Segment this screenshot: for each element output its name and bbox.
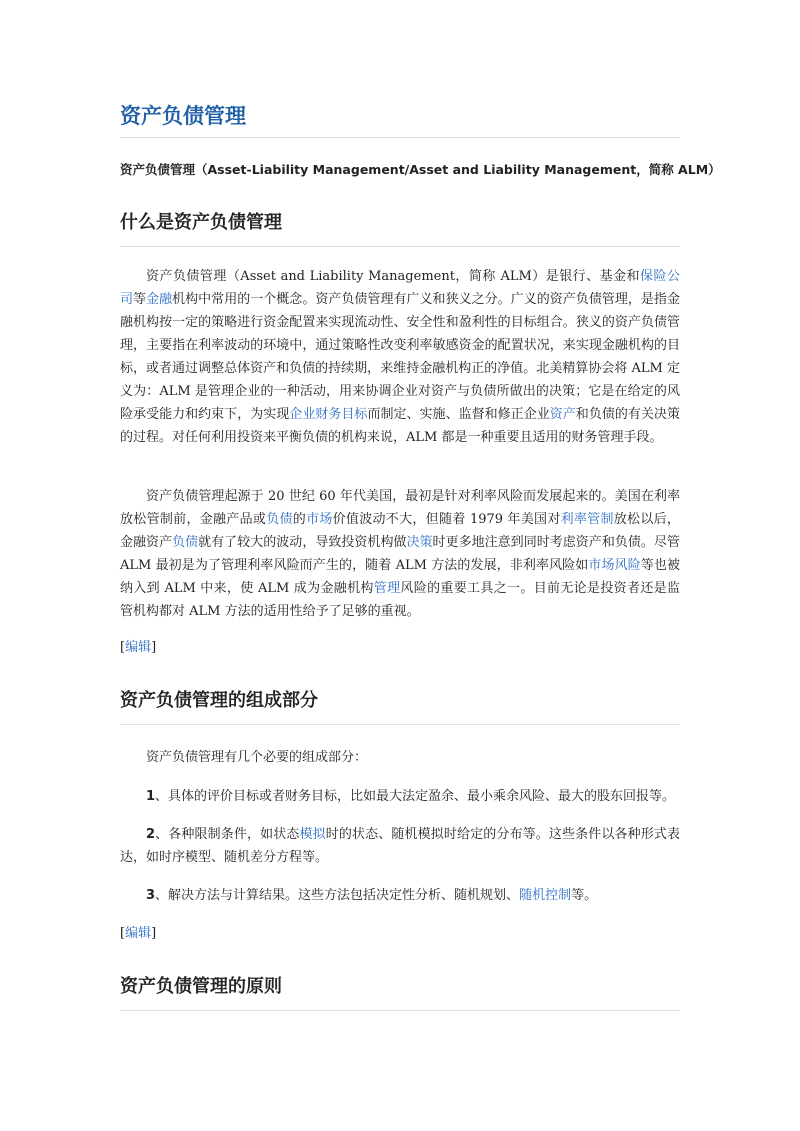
section-heading-what-is: 什么是资产负债管理 (120, 212, 282, 233)
link-insurance-company[interactable]: 保险公司 (120, 269, 680, 307)
link-assets[interactable]: 资产 (549, 407, 576, 422)
title-divider (120, 137, 680, 138)
section-heading-components: 资产负债管理的组成部分 (120, 690, 318, 711)
link-decision[interactable]: 决策 (406, 535, 433, 550)
link-market-risk[interactable]: 市场风险 (588, 558, 641, 573)
list-item: 2、各种限制条件，如状态模拟时的状态、随机模拟时给定的分布等。这些条件以各种形式表达，如时序模型、随机差分方程等。 (120, 827, 680, 865)
edit-section-1: [编辑] (120, 640, 157, 655)
page-title: 资产负债管理 (120, 104, 246, 128)
link-liabilities[interactable]: 负债 (266, 512, 293, 527)
section-heading-principles: 资产负债管理的原则 (120, 976, 282, 997)
section-divider (120, 1010, 680, 1011)
link-market[interactable]: 市场 (306, 512, 333, 527)
link-management[interactable]: 管理 (373, 581, 401, 596)
section-divider (120, 724, 680, 725)
definition-paragraph: 资产负债管理（Asset and Liability Management，简称 ALM）是银行、基金和保险公司等金融机构中常用的一个概念。资产负债管理有广义和狭义之分。广义的资产负债管理，是指金融机构按一定的策略进行资金配置来实现流动性、安全性和盈利性的目标组合。狭义的资产负债管理，主要指在利率波动的环境中，通过策略性改变利率敏感资金的配置状况，来实现金融机构的目标，或者通过调整总体资产和负债的持续期，来维持金融机构正的净值。北美精算协会将 ALM 定义为：ALM 是管理企业的一种活动，用来协调企业对资产与负债所做出的决策；它是在给定的风险承受能力和约束下，为实现企业财务目标而制定、实施、监督和修正企业资产和负债的有关决策的过程。对任何利用投资来平衡负债的机构来说，ALM 都是一种重要且适用的财务管理手段。 (120, 269, 680, 445)
components-intro: 资产负债管理有几个必要的组成部分： (146, 750, 368, 765)
link-liabilities-2[interactable]: 负债 (172, 535, 199, 550)
section-divider (120, 246, 680, 247)
link-corporate-financial-goals[interactable]: 企业财务目标 (289, 407, 368, 422)
history-paragraph: 资产负债管理起源于 20 世纪 60 年代美国，最初是针对利率风险而发展起来的。美国在利率放松管制前，金融产品或负债的市场价值波动不大，但随着 1979 年美国对利率管制放松以后，金融资产负债就有了较大的波动，导致投资机构做决策时更多地注意到同时考虑资产和负债。尽管 ALM 最初是为了管理利率风险而产生的，随着 ALM 方法的发展，非利率风险如市场风险等也被纳入到 ALM 中来，使 ALM 成为金融机构管理风险的重要工具之一。目前无论是投资者还是监管机构都对 ALM 方法的适用性给予了足够的重视。 (120, 489, 680, 619)
list-item: 3、解决方法与计算结果。这些方法包括决定性分析、随机规划、随机控制等。 (146, 888, 598, 903)
edit-section-2: [编辑] (120, 926, 157, 941)
link-simulation[interactable]: 模拟 (299, 827, 326, 842)
edit-link[interactable]: 编辑 (125, 926, 152, 941)
link-stochastic-control[interactable]: 随机控制 (519, 888, 572, 903)
list-item: 1、具体的评价目标或者财务目标，比如最大法定盈余、最小乘余风险、最大的股东回报等。 (146, 789, 676, 804)
article-subtitle: 资产负债管理（Asset-Liability Management/Asset and Liability Management，简称 ALM） (120, 162, 721, 177)
edit-link[interactable]: 编辑 (125, 640, 152, 655)
link-finance[interactable]: 金融 (146, 292, 173, 307)
link-interest-rate-control[interactable]: 利率管制 (560, 512, 614, 527)
